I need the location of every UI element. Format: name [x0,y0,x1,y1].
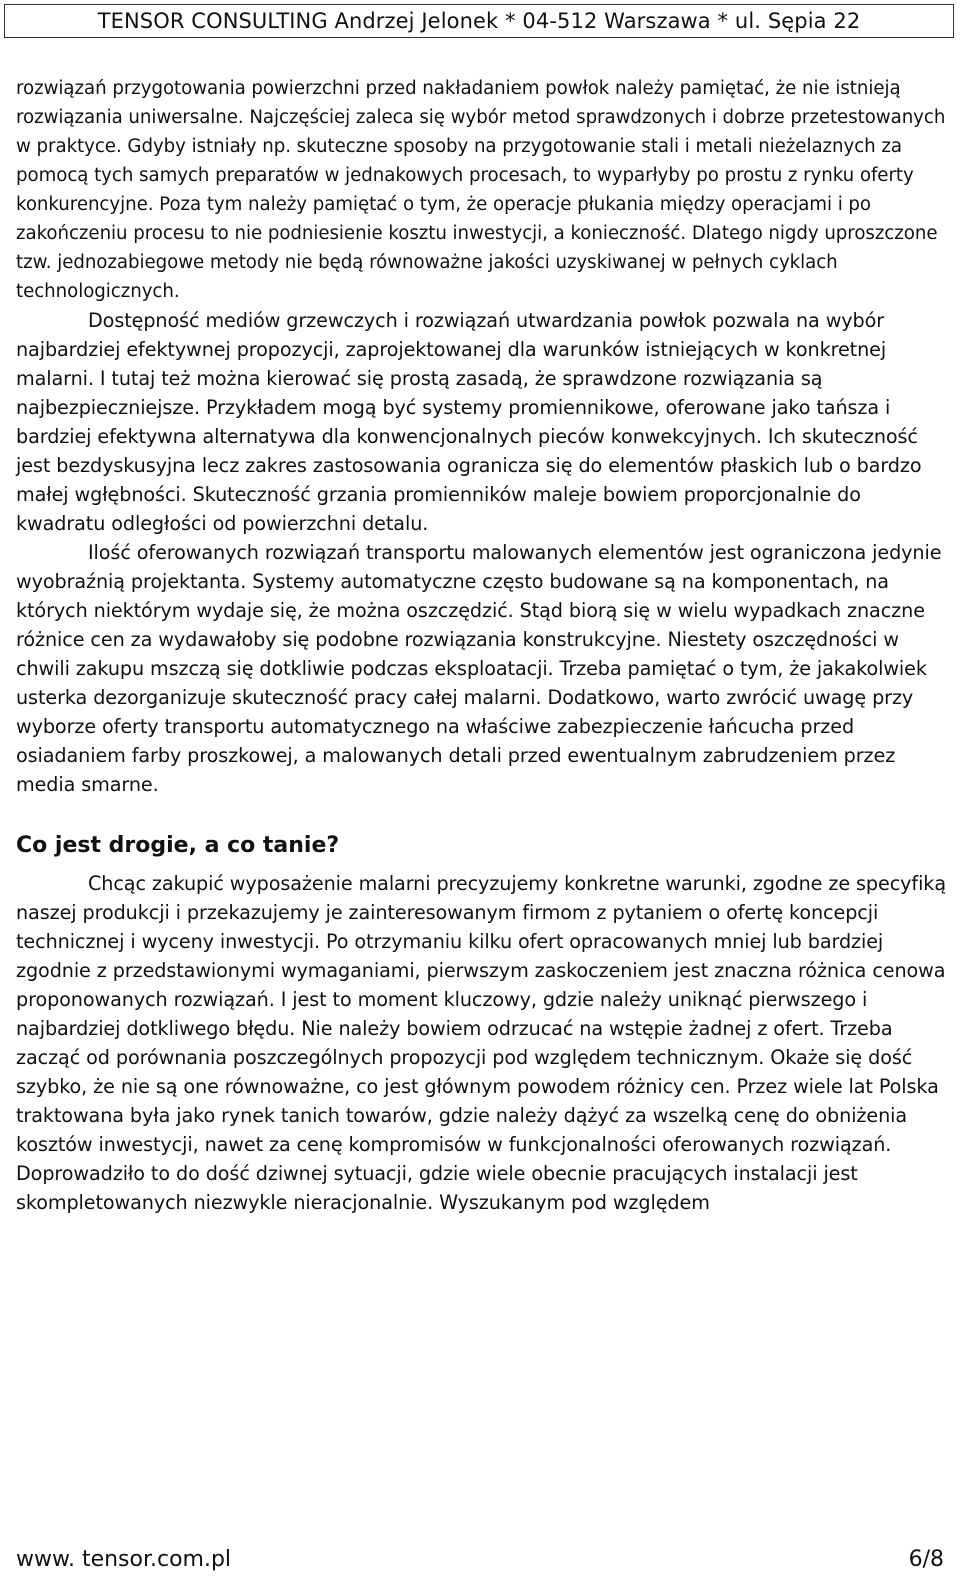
page-header [4,4,954,38]
paragraph-surface-preparation: rozwiązań przygotowania powierzchni przed nakładaniem powłok należy pamiętać, że nie istnieją rozwiązania uniwersalne. Najczęściej zaleca się wybór metod sprawdzonych i dobrze przetestowanych w praktyce. Gdyby istniały np. skuteczne sposoby na przygotowanie stali i metali nieżelaznych za pomocą tych samych preparatów w jednakowych procesach, to wyparłyby po prostu z rynku oferty konkurencyjne. Poza tym należy pamiętać o tym, że operacje płukania między operacjami i po zakończeniu procesu to nie podniesienie kosztu inwestycji, a konieczność. Dlatego nigdy uproszczone tzw. jednozabiegowe metody nie będą równoważne jakości uzyskiwanej w pełnych cyklach technologicznych. [16,78,946,302]
paragraph-heating-media: Dostępność mediów grzewczych i rozwiązań utwardzania powłok pozwala na wybór najbardziej efektywnej propozycji, zaprojektowanej dla warunków istniejących w konkretnej malarni. I tutaj też można kierować się prostą zasadą, że sprawdzone rozwiązania są najbezpieczniejsze. Przykładem mogą być systemy promiennikowe, oferowane jako tańsza i bardziej efektywna alternatywa dla konwencjonalnych pieców konwekcyjnych. Ich skuteczność jest bezdyskusyjna lecz zakres zastosowania ogranicza się do elementów płaskich lub o bardzo małej wgłębności. Skuteczność grzania promienników maleje bowiem proporcjonalnie do kwadratu odległości od powierzchni detalu. [16,309,922,535]
header-title: TENSOR CONSULTING Andrzej Jelonek * 04-512 Warszawa * ul. Sępia 22 [97,9,861,33]
footer-website: www. tensor.com.pl [16,1547,232,1572]
paragraph-price-comparison: Chcąc zakupić wyposażenie malarni precyzujemy konkretne warunki, zgodne ze specyfiką naszej produkcji i przekazujemy je zainteresowanym firmom z pytaniem o ofertę koncepcji technicznej i wyceny inwestycji. Po otrzymaniu kilku ofert opracowanych mniej lub bardziej zgodnie z przedstawionymi wymaganiami, pierwszym zaskoczeniem jest znaczna różnica cenowa proponowanych rozwiązań. I jest to moment kluczowy, gdzie należy uniknąć pierwszego i najbardziej dotkliwego błędu. Nie należy bowiem odrzucać na wstępie żadnej z ofert. Trzeba zacząć od porównania poszczególnych propozycji pod względem technicznym. Okaże się dość szybko, że nie są one równoważne, co jest głównym powodem różnicy cen. Przez wiele lat Polska traktowana była jako rynek tanich towarów, gdzie należy dążyć za wszelką cenę do obniżenia kosztów inwestycji, nawet za cenę kompromisów w funkcjonalności oferowanych rozwiązań. Doprowadziło to do dość dziwnej sytuacji, gdzie wiele obecnie pracujących instalacji jest skompletowanych niezwykle nieracjonalnie. Wyszukanym pod względem [16,872,946,1214]
footer-page-number: 6/8 [908,1547,944,1572]
paragraph-transport-systems: Ilość oferowanych rozwiązań transportu malowanych elementów jest ograniczona jedynie wyobraźnią projektanta. Systemy automatyczne często budowane są na komponentach, na których niektórym wydaje się, że można oszczędzić. Stąd biorą się w wielu wypadkach znaczne różnice cen za wydawałoby się podobne rozwiązania konstrukcyjne. Niestety oszczędności w chwili zakupu mszczą się dotkliwie podczas eksploatacji. Trzeba pamiętać o tym, że jakakolwiek usterka dezorganizuje skuteczność pracy całej malarni. Dodatkowo, warto zwrócić uwagę przy wyborze oferty transportu automatycznego na właściwe zabezpieczenie łańcucha przed osiadaniem farby proszkowej, a malowanych detali przed ewentualnym zabrudzeniem przez media smarne. [16,541,942,796]
section-heading: Co jest drogie, a co tanie? [16,833,340,858]
document-body [16,74,946,1217]
